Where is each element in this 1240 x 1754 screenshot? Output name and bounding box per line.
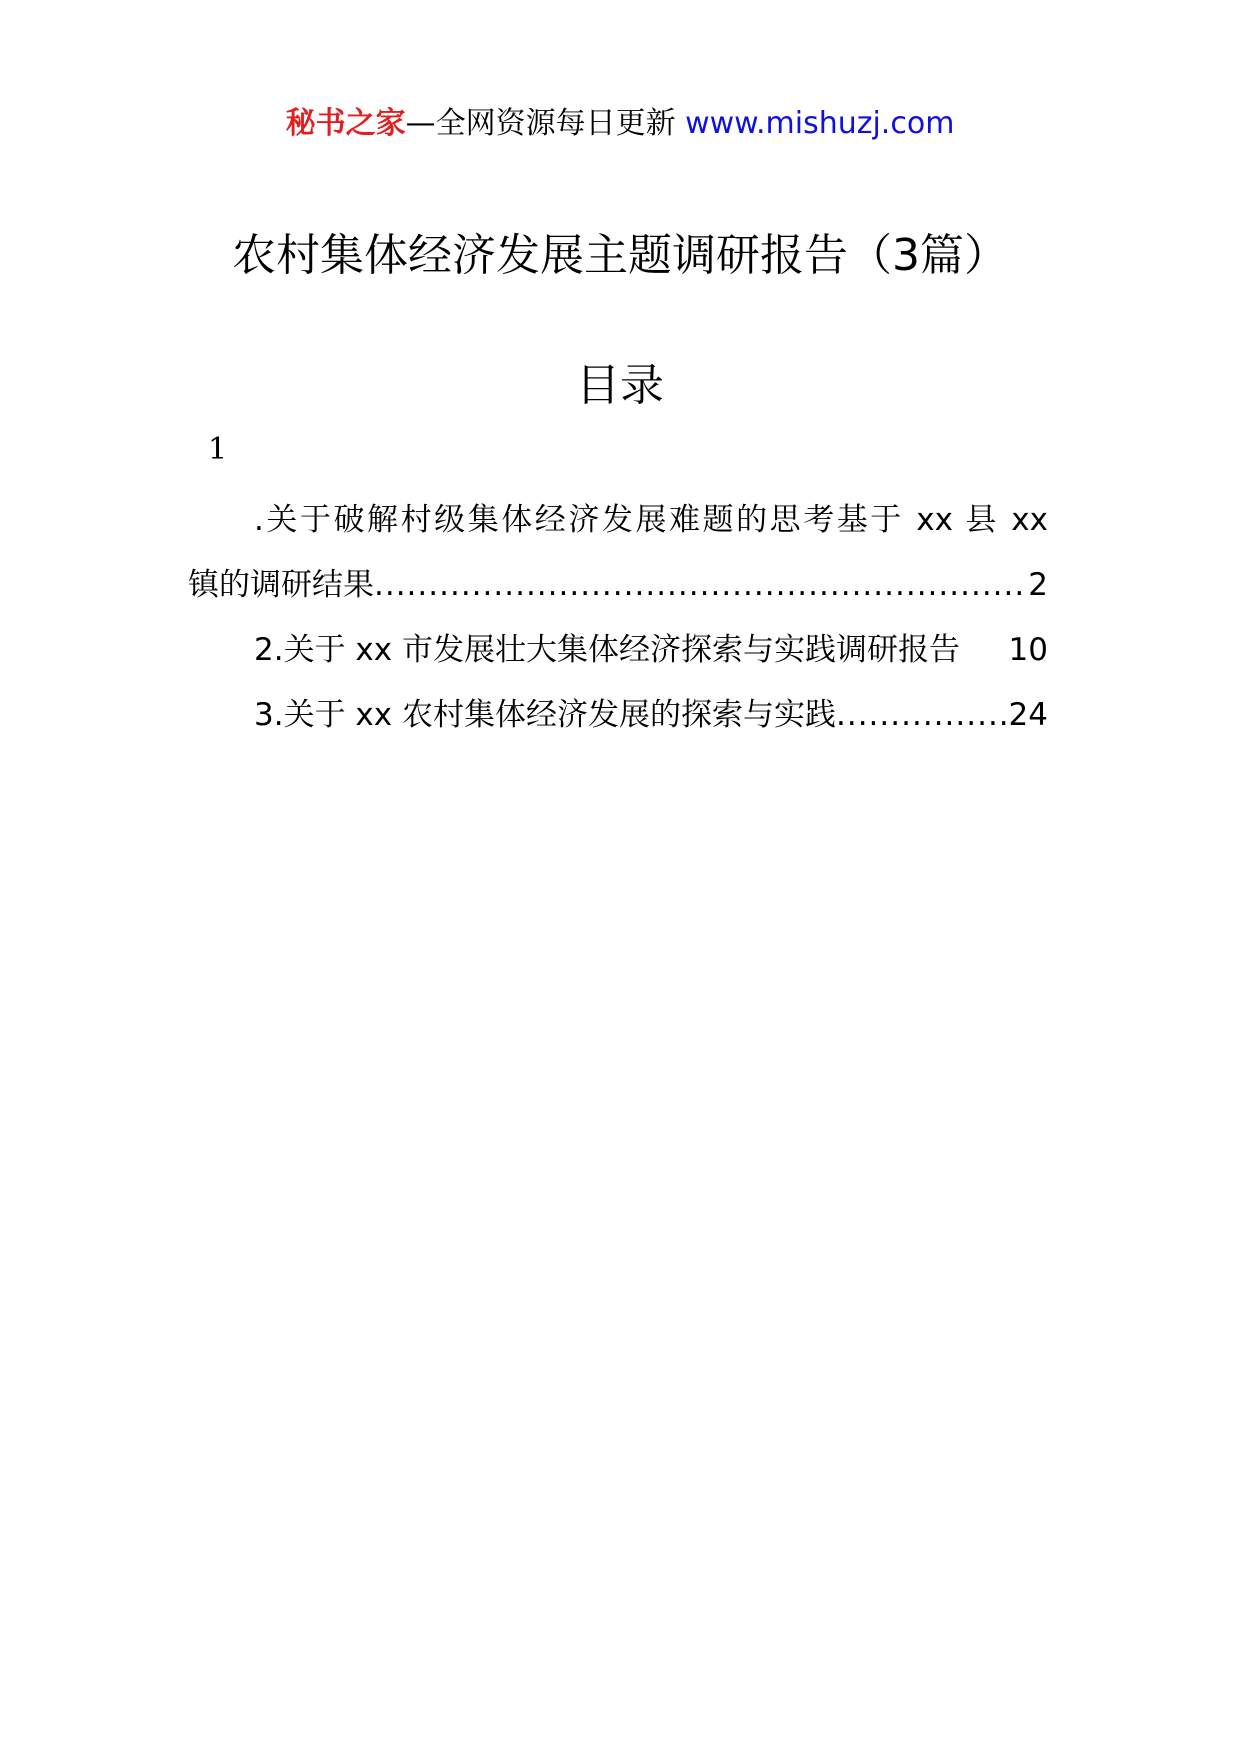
toc-item-3-leader-dots [836,683,1009,748]
site-banner [0,104,1240,144]
stray-page-number: 1 [208,432,228,467]
toc-item-1-title-part-2: 镇的调研结果 [188,567,374,603]
toc-item-2[interactable] [188,618,1048,683]
toc-item-3-title: 3.关于 xx 农村集体经济发展的探索与实践 [254,697,836,733]
toc-item-3-page-number: 24 [1008,697,1048,733]
site-url-link[interactable]: www.mishuzj.com [675,106,955,141]
toc-item-1-page-number: 2 [1028,567,1048,603]
document-title: 农村集体经济发展主题调研报告（3篇） [232,230,1008,281]
brand-name: 秘书之家 [285,106,406,141]
toc-item-2-page-number: 10 [1008,632,1048,668]
toc-item-1-line-2[interactable] [188,553,1048,618]
toc-item-1-title-part-1: .关于破解村级集体经济发展难题的思考基于 xx 县 xx [254,502,1048,538]
toc-item-1-leader-dots [374,553,1028,618]
table-of-contents [188,488,1048,748]
toc-item-3[interactable] [188,683,1048,748]
toc-item-2-title: 2.关于 xx 市发展壮大集体经济探索与实践调研报告 [254,632,960,668]
banner-tagline: —全网资源每日更新 [405,106,676,141]
toc-heading: 目录 [576,360,664,411]
toc-item-1-line-1[interactable] [188,488,1048,553]
